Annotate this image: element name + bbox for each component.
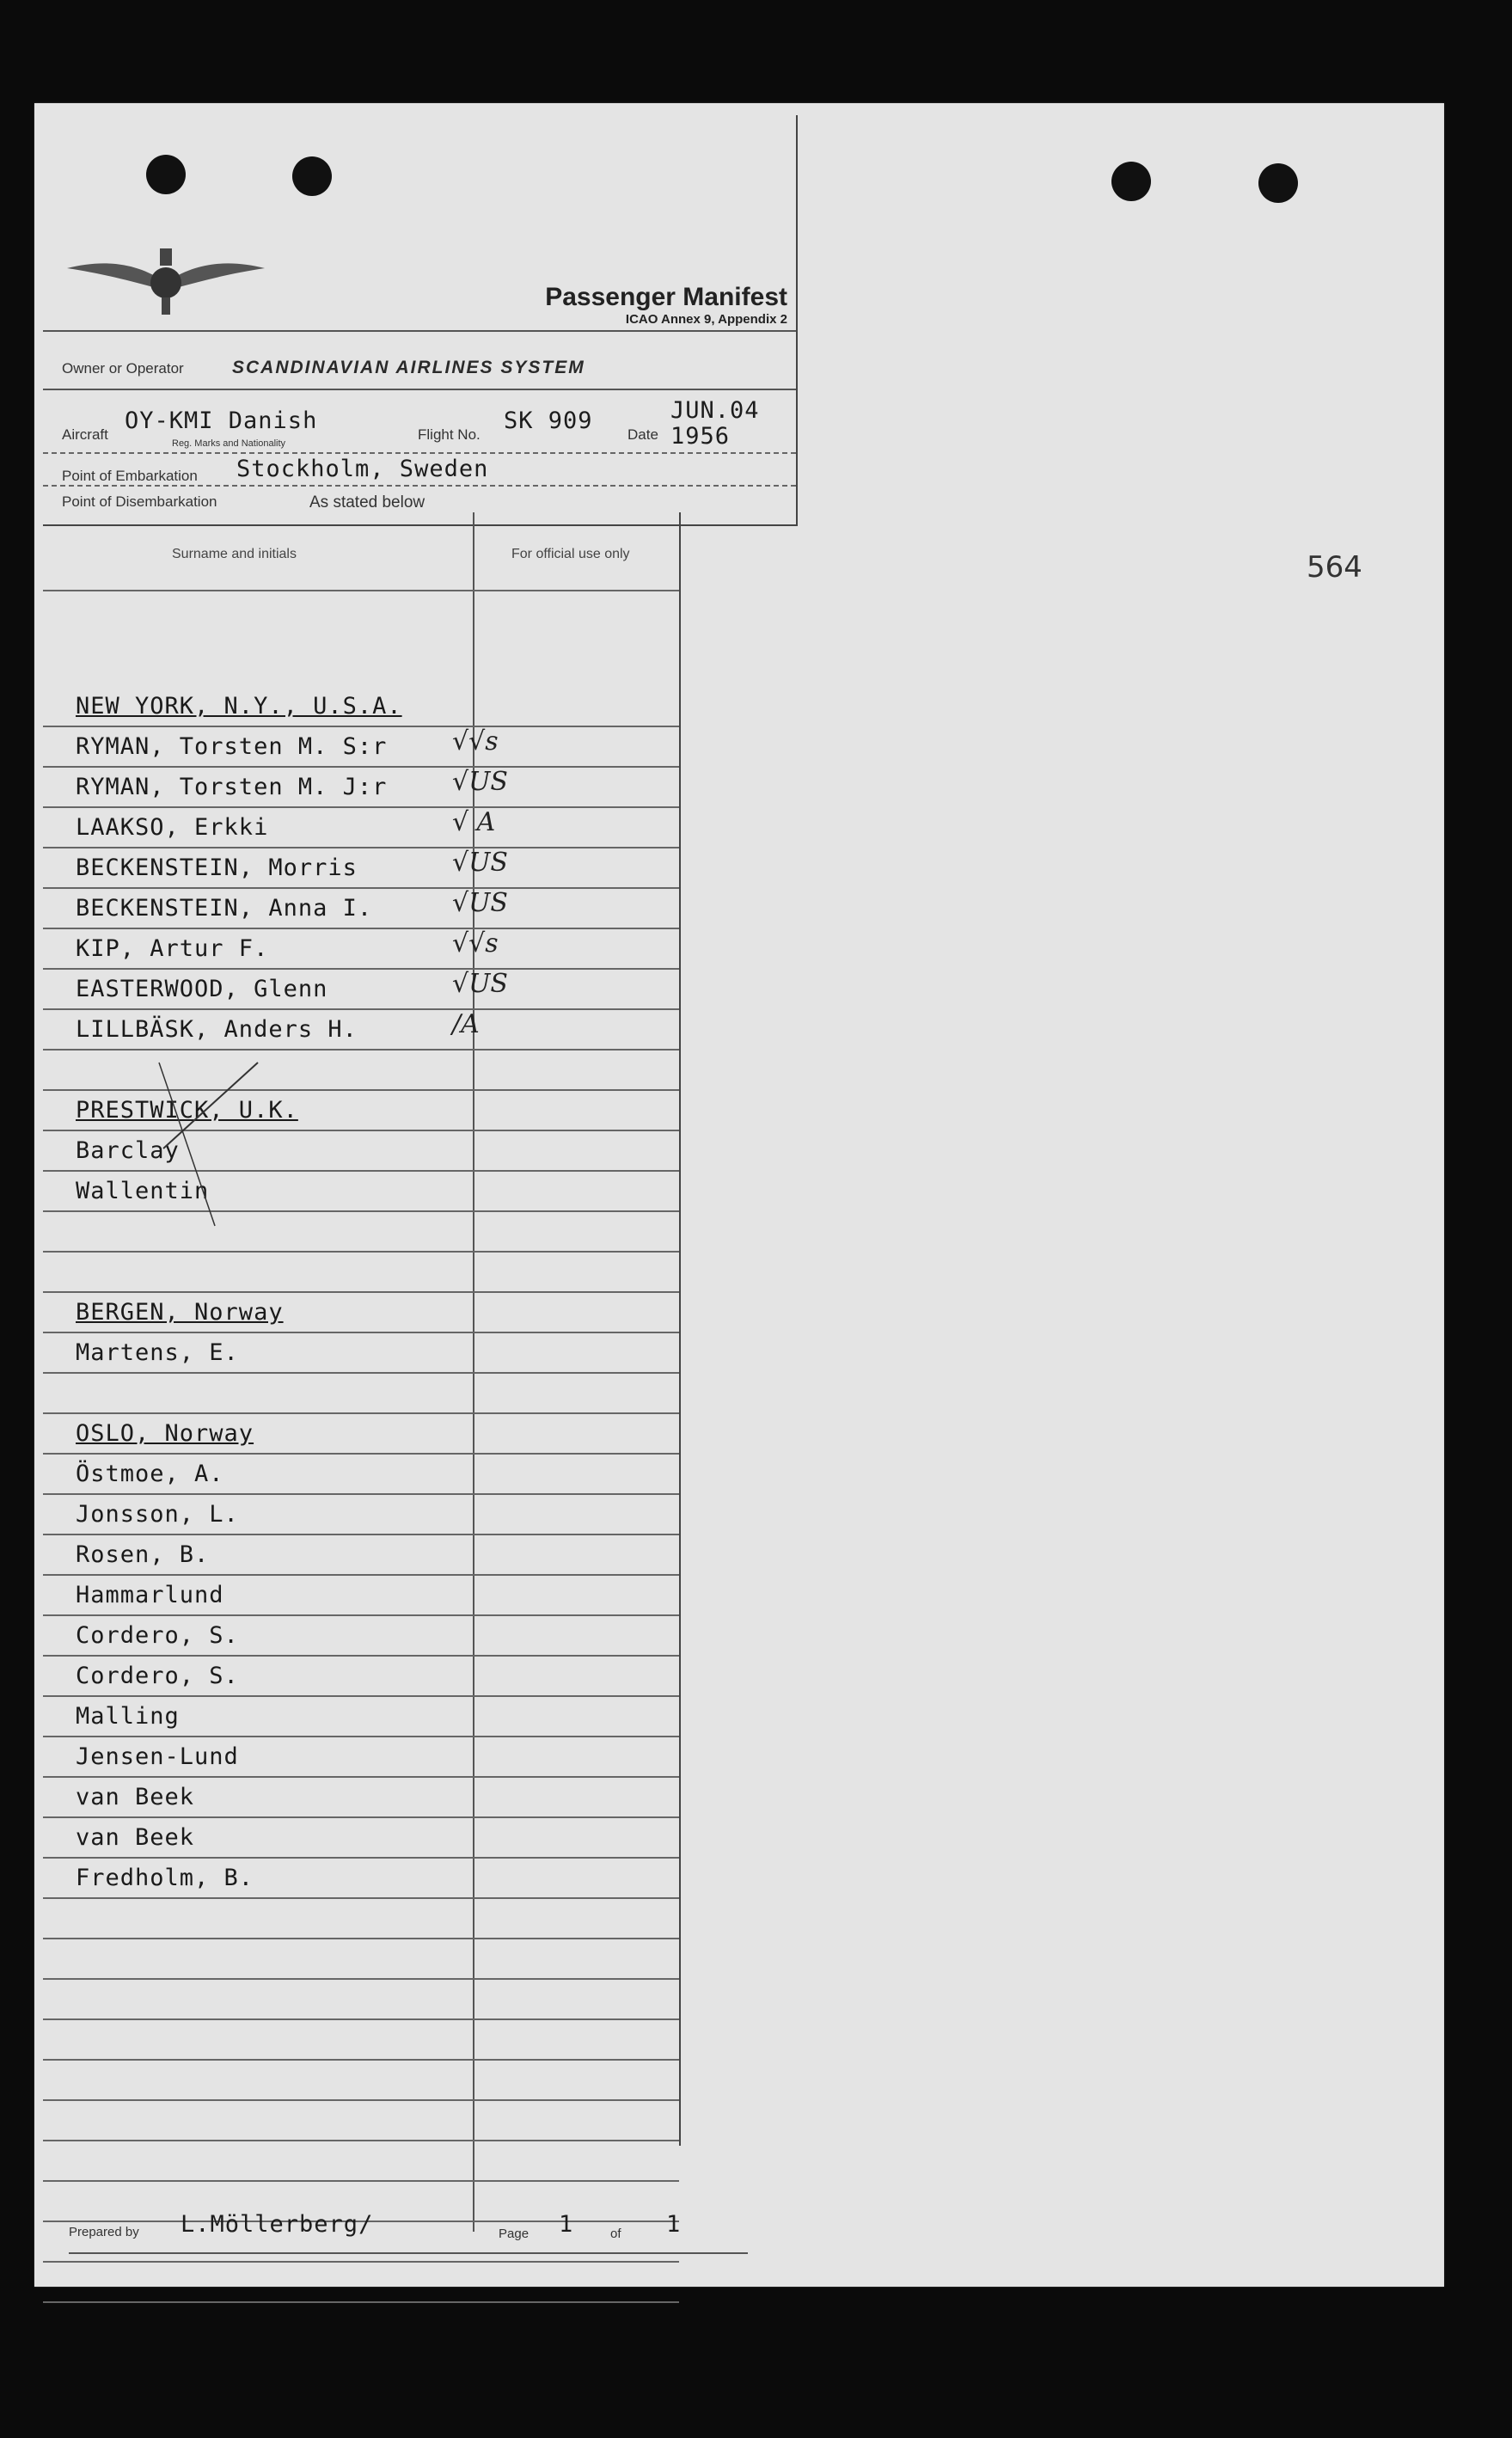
page-label: Page <box>499 2227 530 2241</box>
row-rule <box>43 1695 679 1697</box>
passenger-name: Jensen-Lund <box>76 1743 239 1770</box>
row-rule <box>43 1614 679 1616</box>
row-rule <box>43 2301 679 2303</box>
row-rule <box>43 1938 679 1939</box>
date-label: Date <box>627 426 658 443</box>
passenger-name: RYMAN, Torsten M. S:r <box>76 733 388 760</box>
row-rule <box>43 1857 679 1859</box>
row-rule <box>43 1816 679 1818</box>
of-label: of <box>610 2227 621 2241</box>
official-check-mark: √ A <box>452 807 496 837</box>
passenger-name: RYMAN, Torsten M. J:r <box>76 774 388 800</box>
disembark-label: Point of Disembarkation <box>62 493 217 510</box>
stamp-number: 564 <box>1307 550 1362 585</box>
of-value: 1 <box>666 2211 682 2238</box>
aircraft-label: Aircraft <box>62 426 108 443</box>
passenger-name: BECKENSTEIN, Morris <box>76 855 358 881</box>
destination-heading: NEW YORK, N.Y., U.S.A. <box>76 693 402 720</box>
official-check-mark: /A <box>452 1009 480 1039</box>
footer <box>69 2201 748 2252</box>
aircraft-sublabel: Reg. Marks and Nationality <box>172 438 286 449</box>
official-check-mark: √US <box>452 848 508 878</box>
flight-label: Flight No. <box>418 426 481 443</box>
passenger-name: KIP, Artur F. <box>76 935 269 962</box>
title-text: Passenger Manifest <box>545 283 787 311</box>
prepared-value: L.Möllerberg/ <box>181 2211 374 2238</box>
date-value: JUN.04 <box>670 397 760 424</box>
passenger-name: Barclay <box>76 1137 180 1164</box>
punch-hole <box>1111 162 1151 201</box>
passenger-table <box>43 512 681 2146</box>
passenger-name: LAAKSO, Erkki <box>76 814 269 841</box>
manifest-sheet <box>34 103 1444 2287</box>
passenger-name: Malling <box>76 1703 180 1730</box>
passenger-name: LILLBÄSK, Anders H. <box>76 1016 358 1043</box>
divider <box>43 330 796 332</box>
passenger-name: Wallentin <box>76 1178 210 1204</box>
date-year: 1956 <box>670 423 731 450</box>
passenger-name: Martens, E. <box>76 1339 239 1366</box>
row-rule <box>43 1574 679 1576</box>
official-check-mark: √√s <box>452 928 499 959</box>
row-rule <box>43 1776 679 1778</box>
official-check-mark: √US <box>452 888 508 918</box>
official-check-mark: √US <box>452 969 508 999</box>
page-value: 1 <box>559 2211 574 2238</box>
row-rule <box>43 2140 679 2141</box>
header-box <box>43 115 798 526</box>
passenger-name: Cordero, S. <box>76 1663 239 1689</box>
divider <box>43 389 796 390</box>
manifest-title <box>545 283 787 327</box>
row-rule <box>43 1655 679 1657</box>
passenger-name: Jonsson, L. <box>76 1501 239 1528</box>
flight-value: SK 909 <box>504 407 593 434</box>
passenger-name: Östmoe, A. <box>76 1461 224 1487</box>
row-rule <box>43 2099 679 2101</box>
passenger-name: Fredholm, B. <box>76 1865 254 1891</box>
passenger-name: EASTERWOOD, Glenn <box>76 976 328 1002</box>
owner-value: SCANDINAVIAN AIRLINES SYSTEM <box>232 358 585 377</box>
prepared-label: Prepared by <box>69 2225 139 2239</box>
disembark-value: As stated below <box>309 493 425 511</box>
row-rule <box>43 1493 679 1495</box>
embark-label: Point of Embarkation <box>62 468 198 484</box>
passenger-name: BECKENSTEIN, Anna I. <box>76 895 373 922</box>
official-check-mark: √√s <box>452 726 499 757</box>
passenger-name: van Beek <box>76 1824 195 1851</box>
surname-column-header: Surname and initials <box>172 547 297 561</box>
subtitle-text: ICAO Annex 9, Appendix 2 <box>625 312 787 327</box>
row-rule <box>43 2018 679 2020</box>
divider <box>43 485 796 487</box>
passenger-name: van Beek <box>76 1784 195 1810</box>
row-rule <box>43 1534 679 1535</box>
embark-value: Stockholm, Sweden <box>236 456 489 482</box>
passenger-name: Rosen, B. <box>76 1541 210 1568</box>
row-rule <box>43 1897 679 1899</box>
row-rule <box>43 2261 679 2263</box>
destination-heading: PRESTWICK, U.K. <box>76 1097 298 1124</box>
official-column-header: For official use only <box>511 547 630 561</box>
aircraft-value: OY-KMI Danish <box>125 407 318 434</box>
crossout-strokes <box>43 512 679 1458</box>
passenger-name: Cordero, S. <box>76 1622 239 1649</box>
row-rule <box>43 2180 679 2182</box>
passenger-name: Hammarlund <box>76 1582 224 1608</box>
airline-wings-logo <box>67 244 265 322</box>
destination-heading: BERGEN, Norway <box>76 1299 284 1326</box>
row-rule <box>43 2059 679 2061</box>
row-rule <box>43 1736 679 1737</box>
destination-heading: OSLO, Norway <box>76 1420 254 1447</box>
row-rule <box>43 1978 679 1980</box>
punch-hole <box>1258 163 1298 203</box>
divider <box>43 452 796 454</box>
owner-label: Owner or Operator <box>62 360 184 377</box>
footer-rule <box>69 2252 748 2254</box>
official-check-mark: √US <box>452 767 508 797</box>
